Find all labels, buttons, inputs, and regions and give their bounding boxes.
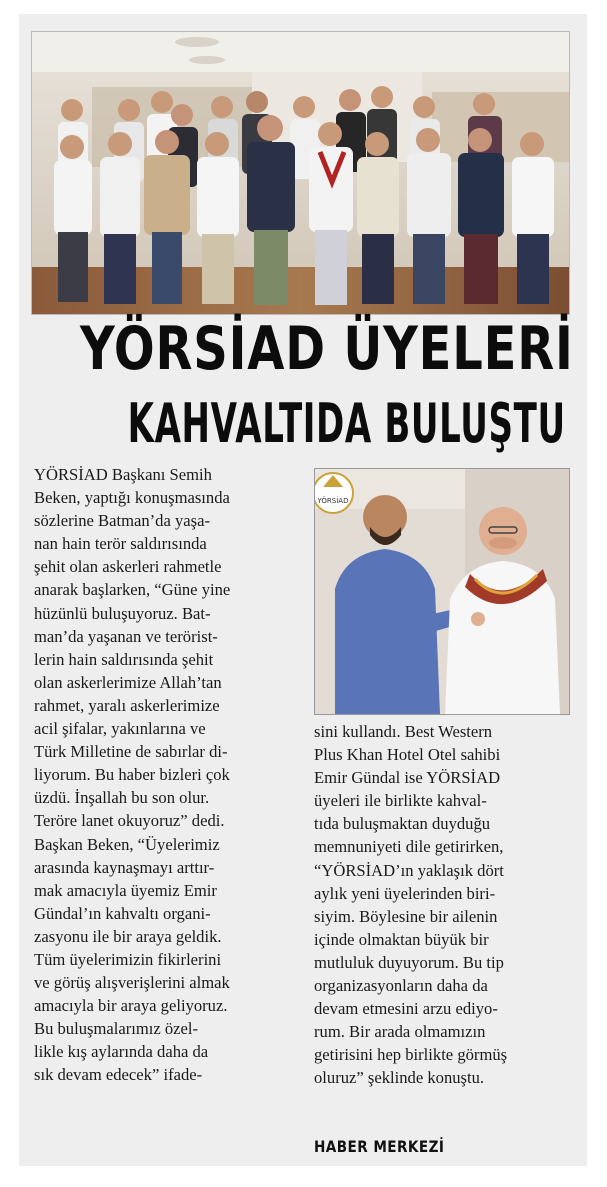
article-line: getirisini hep birlikte görmüş [314,1045,508,1065]
article-line: üzdü. İnşallah bu son olur. [34,788,210,808]
article-line: Emir Gündal ise YÖRSİAD [314,768,501,788]
article-line: mak amacıyla üyemiz Emir [34,880,217,900]
article-line: Başkan Beken, “Üyelerimiz [34,834,220,854]
article-line: lerin hain saldırısında şehit [34,649,214,669]
article-line: YÖRSİAD Başkanı Semih [34,465,212,484]
article-line: Plus Khan Hotel Otel sahibi [314,745,501,765]
article-line: rum. Bir arada olmamızın [314,1022,486,1042]
group-photo [31,31,570,315]
article-line: organizasyonların daha da [314,976,488,996]
article-line: sözlerine Batman’da yaşa- [34,511,211,531]
article-line: içinde olmaktan büyük bir [314,929,489,949]
article-line: mutluluk duyuyorum. Bu tip [314,952,504,972]
article-line: ve görüş alışverişlerini almak [34,973,230,993]
article-line: nan hain terör saldırısında [34,534,207,554]
article-line: acil şifalar, yakınlarına ve [34,719,206,739]
article-line: “YÖRSİAD’ın yaklaşık dört [314,860,504,880]
article-line: şehit olan askerleri rahmetle [34,557,222,577]
article-line: Bu buluşmalarımız özel- [34,1019,199,1039]
article-line: Türk Milletine de sabırlar di- [34,742,228,762]
article-line: arasında kaynaşmayı arttır- [34,857,215,877]
article-column-left [34,463,230,1087]
article-line: devam etmesini arzu ediyo- [314,999,498,1019]
article-line: man’da yaşanan ve terörist- [34,626,218,646]
article-line: sini kullandı. Best Western [314,722,493,741]
article-line: siyim. Böylesine bir ailenin [314,906,498,926]
yorsiad-logo [315,473,353,513]
headline-line-2: KAHVALTIDA BULUŞTU [127,392,566,455]
article-line: Gündal’ın kahvaltı organi- [34,903,211,923]
article-line: oluruz” şeklinde konuştu. [314,1068,485,1088]
article-line: üyeleri ile birlikte kahval- [314,791,487,811]
article-line: olan askerlerimize Allah’tan [34,672,222,692]
article-line: liyorum. Bu haber bizleri çok [34,765,230,785]
article-line: Tüm üyelerimizin fikirlerini [34,949,222,969]
article-line: sık devam edecek” ifade- [34,1065,203,1085]
article-line: Teröre lanet okuyoruz” dedi. [34,811,225,831]
article-line: hüzünlü buluşuyoruz. Bat- [34,603,211,623]
article-line: likle kış aylarında daha da [34,1042,209,1062]
byline: HABER MERKEZİ [314,1137,445,1156]
article-line: memnuniyeti dile getirirken, [314,837,504,857]
svg-text:YÖRSİAD: YÖRSİAD [317,497,349,505]
article-column-right [314,720,507,1090]
article-line: rahmet, yaralı askerlerimize [34,695,220,715]
article-line: anarak başlarken, “Güne yine [34,580,231,600]
article-line: amacıyla bir araya geliyoruz. [34,996,228,1016]
headline-line-1: YÖRSİAD ÜYELERİ [80,314,574,384]
article-line: zasyonu ile bir araya geldik. [34,926,222,946]
article-line: Beken, yaptığı konuşmasında [34,488,230,508]
award-photo [314,468,570,715]
article-line: tıda buluşmaktan duyduğu [314,814,491,834]
article-line: aylık yeni üyelerinden biri- [314,883,496,903]
